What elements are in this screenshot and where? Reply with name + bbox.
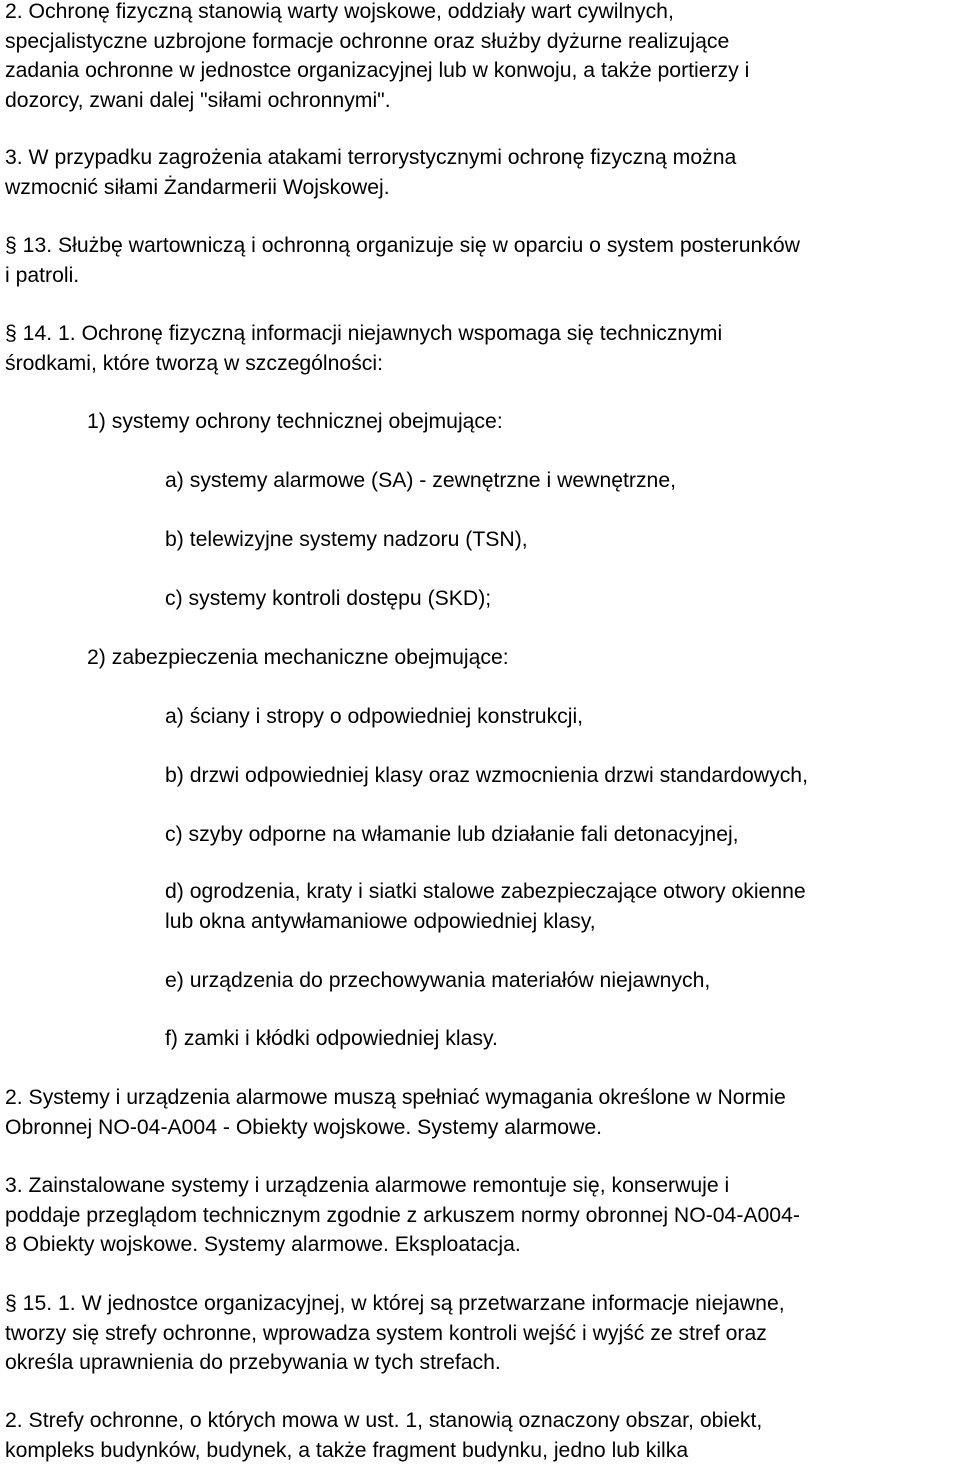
list-item-2c bbox=[165, 820, 960, 850]
text-line: 2) zabezpieczenia mechaniczne obejmujące: bbox=[87, 643, 960, 673]
list-item-1c bbox=[165, 584, 960, 614]
text-line: c) szyby odporne na włamanie lub działanie fali detonacyjnej, bbox=[165, 820, 960, 850]
list-item-2 bbox=[87, 643, 960, 673]
text-line: tworzy się strefy ochronne, wprowadza system kontroli wejść i wyjść ze stref oraz bbox=[5, 1319, 955, 1349]
text-line: lub okna antywłamaniowe odpowiedniej klasy, bbox=[165, 907, 960, 937]
text-line: kompleks budynków, budynek, a także fragment budynku, jedno lub kilka bbox=[5, 1436, 955, 1465]
text-line: poddaje przeglądom technicznym zgodnie z arkuszem normy obronnej NO-04-A004- bbox=[5, 1201, 955, 1231]
text-line: a) ściany i stropy o odpowiedniej konstrukcji, bbox=[165, 702, 960, 732]
text-line: wzmocnić siłami Żandarmerii Wojskowej. bbox=[5, 173, 955, 203]
text-line: Obronnej NO-04-A004 - Obiekty wojskowe. Systemy alarmowe. bbox=[5, 1113, 955, 1143]
text-line: § 15. 1. W jednostce organizacyjnej, w której są przetwarzane informacje niejawne, bbox=[5, 1289, 955, 1319]
section-15-paragraph-1 bbox=[5, 1289, 955, 1378]
text-line: zadania ochronne w jednostce organizacyjnej lub w konwoju, a także portierzy i bbox=[5, 56, 955, 86]
list-item-2f bbox=[165, 1024, 960, 1054]
text-line: § 14. 1. Ochronę fizyczną informacji niejawnych wspomaga się technicznymi bbox=[5, 319, 955, 349]
paragraph-3-military-police bbox=[5, 143, 955, 202]
text-line: 3. W przypadku zagrożenia atakami terrorystycznymi ochronę fizyczną można bbox=[5, 143, 955, 173]
text-line: b) drzwi odpowiedniej klasy oraz wzmocnienia drzwi standardowych, bbox=[165, 761, 960, 791]
text-line: c) systemy kontroli dostępu (SKD); bbox=[165, 584, 960, 614]
list-item-2d bbox=[165, 877, 960, 936]
text-line: 2. Ochronę fizyczną stanowią warty wojskowe, oddziały wart cywilnych, bbox=[5, 0, 955, 27]
text-line: e) urządzenia do przechowywania materiałów niejawnych, bbox=[165, 966, 960, 996]
text-line: specjalistyczne uzbrojone formacje ochronne oraz służby dyżurne realizujące bbox=[5, 27, 955, 57]
text-line: f) zamki i kłódki odpowiedniej klasy. bbox=[165, 1024, 960, 1054]
text-line: 2. Strefy ochronne, o których mowa w ust. 1, stanowią oznaczony obszar, obiekt, bbox=[5, 1406, 955, 1436]
text-line: określa uprawnienia do przebywania w tych strefach. bbox=[5, 1348, 955, 1378]
text-line: dozorcy, zwani dalej "siłami ochronnymi". bbox=[5, 86, 955, 116]
section-14-paragraph-3 bbox=[5, 1171, 955, 1260]
list-item-1a bbox=[165, 466, 960, 496]
text-line: 1) systemy ochrony technicznej obejmujące: bbox=[87, 407, 960, 437]
section-14-paragraph-1 bbox=[5, 319, 955, 378]
section-14-paragraph-2 bbox=[5, 1083, 955, 1142]
text-line: 2. Systemy i urządzenia alarmowe muszą spełniać wymagania określone w Normie bbox=[5, 1083, 955, 1113]
list-item-2b bbox=[165, 761, 960, 791]
paragraph-2-physical-protection bbox=[5, 0, 955, 115]
text-line: środkami, które tworzą w szczególności: bbox=[5, 349, 955, 379]
list-item-2a bbox=[165, 702, 960, 732]
text-line: 8 Obiekty wojskowe. Systemy alarmowe. Eksploatacja. bbox=[5, 1230, 955, 1260]
text-line: 3. Zainstalowane systemy i urządzenia alarmowe remontuje się, konserwuje i bbox=[5, 1171, 955, 1201]
list-item-1b bbox=[165, 525, 960, 555]
text-line: a) systemy alarmowe (SA) - zewnętrzne i wewnętrzne, bbox=[165, 466, 960, 496]
text-line: i patroli. bbox=[5, 261, 955, 291]
text-line: b) telewizyjne systemy nadzoru (TSN), bbox=[165, 525, 960, 555]
section-13 bbox=[5, 231, 955, 290]
list-item-1 bbox=[87, 407, 960, 437]
text-line: d) ogrodzenia, kraty i siatki stalowe zabezpieczające otwory okienne bbox=[165, 877, 960, 907]
list-item-2e bbox=[165, 966, 960, 996]
text-line: § 13. Służbę wartowniczą i ochronną organizuje się w oparciu o system posterunków bbox=[5, 231, 955, 261]
section-15-paragraph-2 bbox=[5, 1406, 955, 1465]
